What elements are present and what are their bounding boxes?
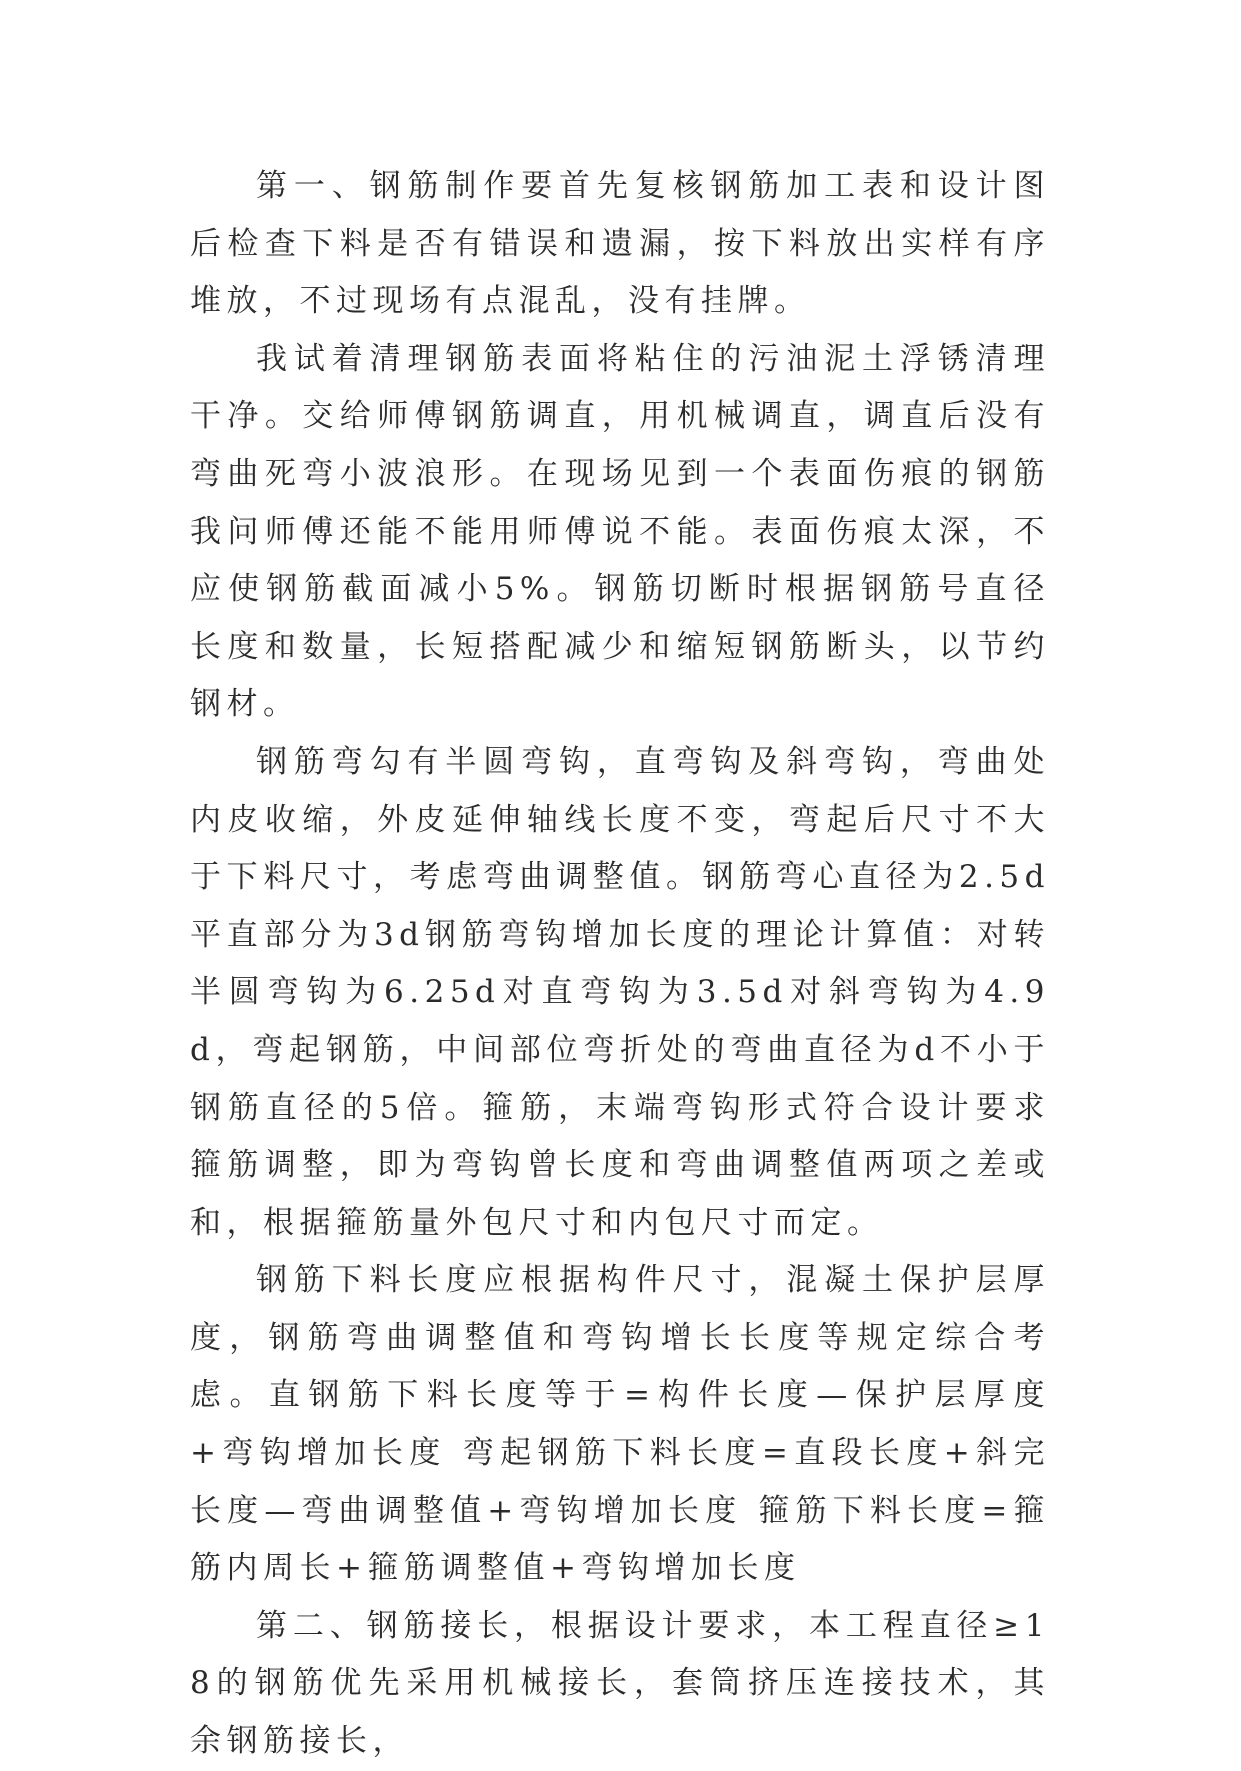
paragraph-cutting-length-formulas: 钢筋下料长度应根据构件尺寸，混凝土保护层厚度，钢筋弯曲调整值和弯钩增长长度等规定综合考虑。直钢筋下料长度等于=构件长度—保护层厚度+弯钩增加长度 弯起钢筋下料长度=直段长度+斜完长度—弯曲调整值+弯钩增加长度 箍筋下料长度=箍筋内周长+箍筋调整值+弯钩增加长度 <box>190 1262 1050 1587</box>
paragraph-rebar-cleaning-cutting: 我试着清理钢筋表面将粘住的污油泥土浮锈清理干净。交给师傅钢筋调直，用机械调直，调直后没有弯曲死弯小波浪形。在现场见到一个表面伤痕的钢筋我问师傅还能不能用师傅说不能。表面伤痕太深，不应使钢筋截面减小5%。钢筋切断时根据钢筋号直径长度和数量，长短搭配减少和缩短钢筋断头，以节约钢材。 <box>190 340 1050 723</box>
paragraph-rebar-splicing: 第二、钢筋接长，根据设计要求，本工程直径≥18的钢筋优先采用机械接长，套筒挤压连接技术，其余钢筋接长， <box>190 1607 1050 1760</box>
paragraph-rebar-bending-hooks: 钢筋弯勾有半圆弯钩，直弯钩及斜弯钩，弯曲处内皮收缩，外皮延伸轴线长度不变，弯起后尺寸不大于下料尺寸，考虑弯曲调整值。钢筋弯心直径为2.5d平直部分为3d钢筋弯钩增加长度的理论计算值：对转半圆弯钩为6.25d对直弯钩为3.5d对斜弯钩为4.9d，弯起钢筋，中间部位弯折处的弯曲直径为d不小于钢筋直径的5倍。箍筋，末端弯钩形式符合设计要求箍筋调整，即为弯钩曾长度和弯曲调整值两项之差或和，根据箍筋量外包尺寸和内包尺寸而定。 <box>190 743 1050 1241</box>
document-body <box>190 158 1050 1771</box>
paragraph-rebar-fabrication: 第一、钢筋制作要首先复核钢筋加工表和设计图后检查下料是否有错误和遗漏，按下料放出实样有序堆放，不过现场有点混乱，没有挂牌。 <box>190 168 1050 320</box>
